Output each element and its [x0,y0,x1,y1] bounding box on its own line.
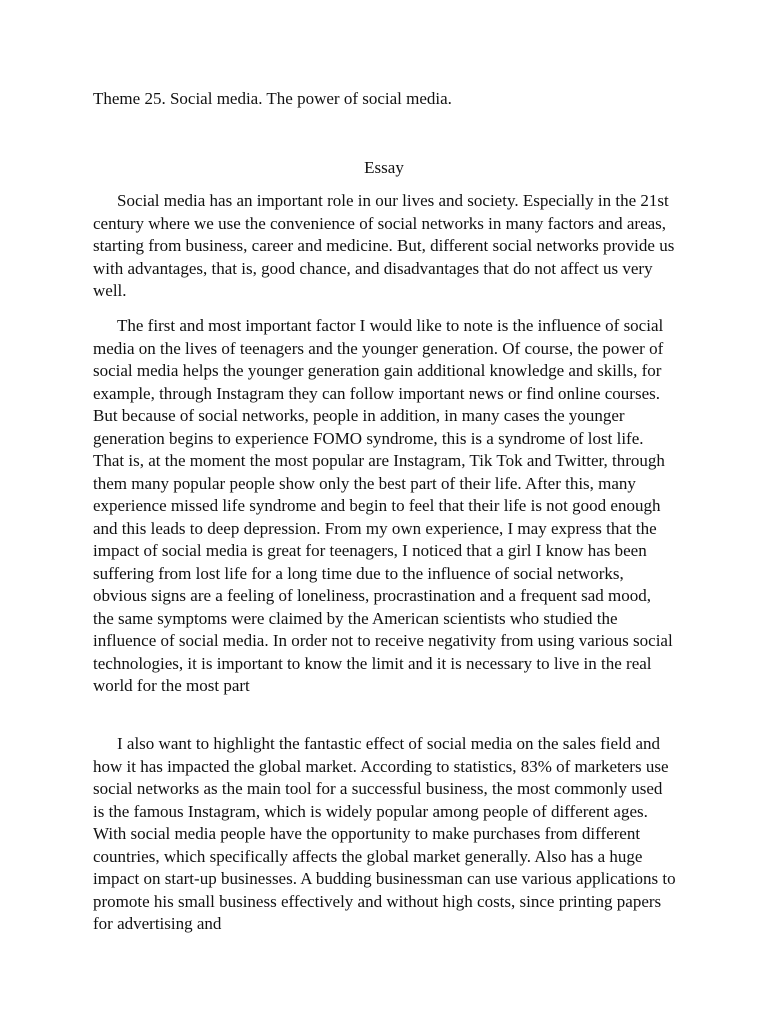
paragraph-sales: I also want to highlight the fantastic effect of social media on the sales field and how it has impacted the global market. According to statistics, 83% of marketers use social networks as the main tool for a successful business, the most commonly used is the famous Instagram, which is widely popular among people of different ages. With social media people have the opportunity to make purchases from different countries, which specifically affects the global market generally. Also has a huge impact on start-up businesses. A budding businessman can use various applications to promote his small business effectively and without high costs, since printing papers for advertising and [93,734,676,933]
paragraph-teenagers: The first and most important factor I would like to note is the influence of social media on the lives of teenagers and the younger generation. Of course, the power of social media helps the younger generation gain additional knowledge and skills, for example, through Instagram they can follow important news or find online courses. But because of social networks, people in addition, in many cases the younger generation begins to experience FOMO syndrome, this is a syndrome of lost life. That is, at the moment the most popular are Instagram, Tik Tok and Twitter, through them many popular people show only the best part of their life. After this, many experience missed life syndrome and begin to feel that their life is not good enough and this leads to deep depression. From my own experience, I may express that the impact of social media is great for teenagers, I noticed that a girl I know has been suffering from lost life for a long time due to the influence of social networks, obvious signs are a feeling of loneliness, procrastination and a frequent sad mood, the same symptoms were claimed by the American scientists who studied the influence of social media. In order not to receive negativity from using various social technologies, it is important to know the limit and it is necessary to live in the real world for the most part [93,316,673,695]
essay-title: Essay [364,158,404,177]
paragraph-intro: Social media has an important role in our lives and society. Especially in the 21st century where we use the convenience of social networks in many factors and areas, starting from business, career and medicine. But, different social networks provide us with advantages, that is, good chance, and disadvantages that do not affect us very well. [93,191,675,300]
theme-heading: Theme 25. Social media. The power of social media. [93,89,452,108]
